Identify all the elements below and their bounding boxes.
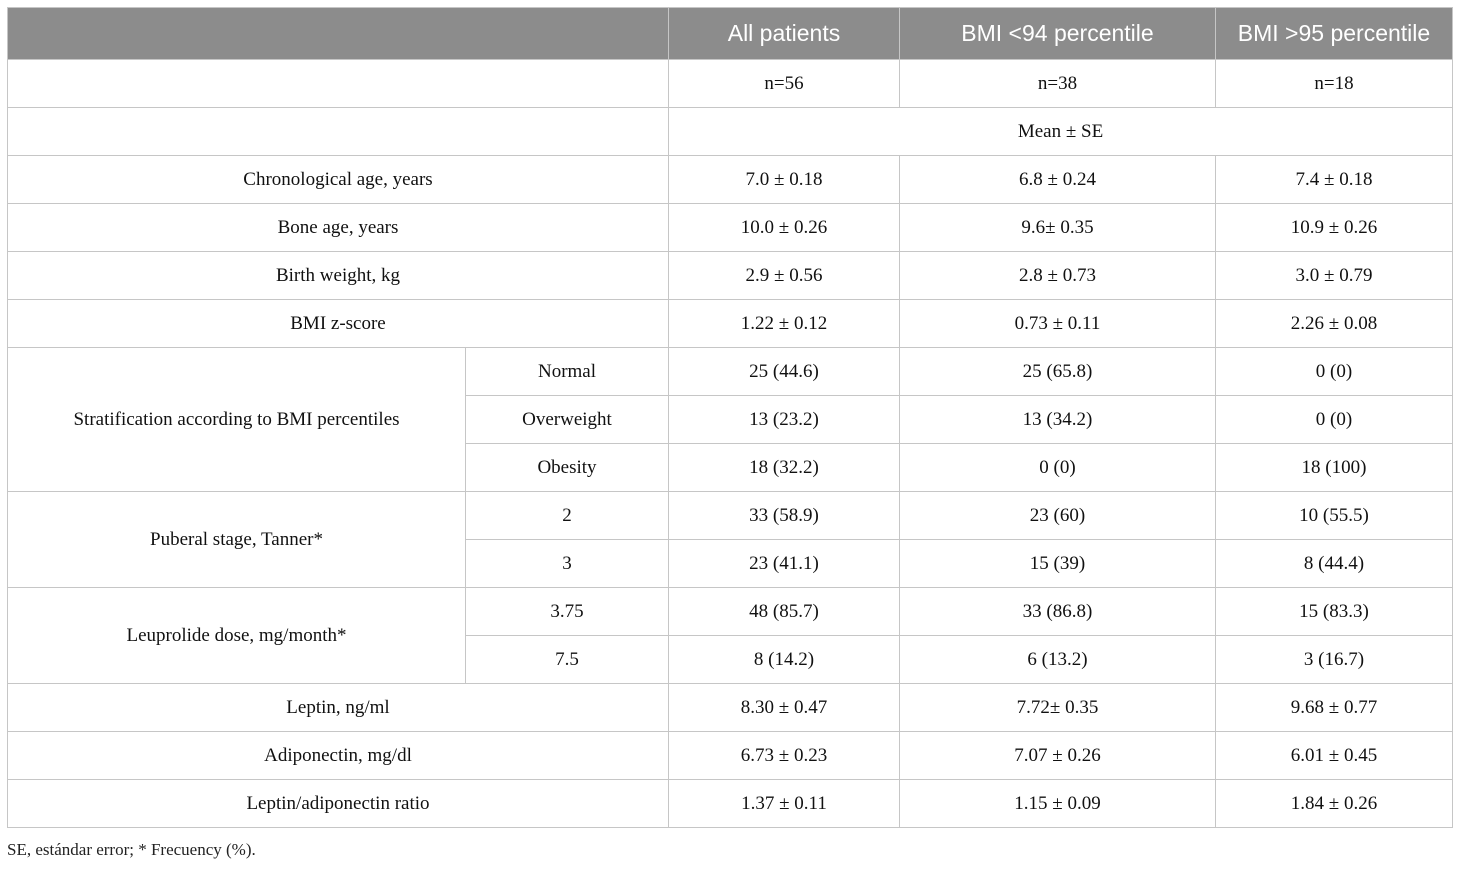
sample-size-bmi-below-94: n=38 <box>900 60 1216 108</box>
value-cell: 15 (83.3) <box>1216 588 1453 636</box>
subcategory-label: Normal <box>466 348 669 396</box>
table-row <box>8 588 1453 636</box>
row-label: Leptin/adiponectin ratio <box>8 780 669 828</box>
value-cell: 13 (34.2) <box>900 396 1216 444</box>
subcategory-label: Overweight <box>466 396 669 444</box>
subcategory-label: 3 <box>466 540 669 588</box>
value-cell: 6.8 ± 0.24 <box>900 156 1216 204</box>
value-cell: 7.0 ± 0.18 <box>669 156 900 204</box>
header-cell-all-patients: All patients <box>669 8 900 60</box>
table-row <box>8 156 1453 204</box>
value-cell: 1.15 ± 0.09 <box>900 780 1216 828</box>
value-cell: 9.68 ± 0.77 <box>1216 684 1453 732</box>
table-row <box>8 204 1453 252</box>
row-label: Leptin, ng/ml <box>8 684 669 732</box>
group-label: Leuprolide dose, mg/month* <box>8 588 466 684</box>
statistic-row <box>8 108 1453 156</box>
value-cell: 10.0 ± 0.26 <box>669 204 900 252</box>
value-cell: 0 (0) <box>900 444 1216 492</box>
value-cell: 0.73 ± 0.11 <box>900 300 1216 348</box>
table-row <box>8 348 1453 396</box>
subcategory-label: 7.5 <box>466 636 669 684</box>
header-cell-bmi-above-95: BMI >95 percentile <box>1216 8 1453 60</box>
table-row <box>8 732 1453 780</box>
table-footnote: SE, estándar error; * Frecuency (%). <box>7 840 256 859</box>
sample-size-label-cell <box>8 60 669 108</box>
value-cell: 18 (32.2) <box>669 444 900 492</box>
header-row <box>8 8 1453 60</box>
value-cell: 13 (23.2) <box>669 396 900 444</box>
value-cell: 48 (85.7) <box>669 588 900 636</box>
table-row <box>8 684 1453 732</box>
table-row <box>8 492 1453 540</box>
value-cell: 10 (55.5) <box>1216 492 1453 540</box>
row-label: Adiponectin, mg/dl <box>8 732 669 780</box>
value-cell: 0 (0) <box>1216 396 1453 444</box>
table-row <box>8 300 1453 348</box>
value-cell: 7.4 ± 0.18 <box>1216 156 1453 204</box>
value-cell: 9.6± 0.35 <box>900 204 1216 252</box>
header-cell-blank <box>8 8 669 60</box>
value-cell: 33 (58.9) <box>669 492 900 540</box>
value-cell: 2.9 ± 0.56 <box>669 252 900 300</box>
value-cell: 8.30 ± 0.47 <box>669 684 900 732</box>
value-cell: 6.01 ± 0.45 <box>1216 732 1453 780</box>
row-label: Bone age, years <box>8 204 669 252</box>
value-cell: 2.8 ± 0.73 <box>900 252 1216 300</box>
sample-size-all: n=56 <box>669 60 900 108</box>
group-label: Stratification according to BMI percentiles <box>8 348 466 492</box>
row-label: Chronological age, years <box>8 156 669 204</box>
subcategory-label: 3.75 <box>466 588 669 636</box>
value-cell: 23 (60) <box>900 492 1216 540</box>
subcategory-label: 2 <box>466 492 669 540</box>
sample-size-bmi-above-95: n=18 <box>1216 60 1453 108</box>
data-table <box>7 7 1453 828</box>
row-label: BMI z-score <box>8 300 669 348</box>
value-cell: 15 (39) <box>900 540 1216 588</box>
value-cell: 8 (44.4) <box>1216 540 1453 588</box>
value-cell: 10.9 ± 0.26 <box>1216 204 1453 252</box>
value-cell: 25 (65.8) <box>900 348 1216 396</box>
statistic-label-cell <box>8 108 669 156</box>
header-cell-bmi-below-94: BMI <94 percentile <box>900 8 1216 60</box>
value-cell: 0 (0) <box>1216 348 1453 396</box>
value-cell: 7.72± 0.35 <box>900 684 1216 732</box>
value-cell: 6.73 ± 0.23 <box>669 732 900 780</box>
value-cell: 1.22 ± 0.12 <box>669 300 900 348</box>
statistic-label: Mean ± SE <box>669 108 1453 156</box>
sample-size-row <box>8 60 1453 108</box>
value-cell: 23 (41.1) <box>669 540 900 588</box>
table-row <box>8 252 1453 300</box>
value-cell: 8 (14.2) <box>669 636 900 684</box>
table-row <box>8 780 1453 828</box>
value-cell: 6 (13.2) <box>900 636 1216 684</box>
subcategory-label: Obesity <box>466 444 669 492</box>
value-cell: 33 (86.8) <box>900 588 1216 636</box>
value-cell: 7.07 ± 0.26 <box>900 732 1216 780</box>
value-cell: 2.26 ± 0.08 <box>1216 300 1453 348</box>
value-cell: 1.37 ± 0.11 <box>669 780 900 828</box>
value-cell: 3 (16.7) <box>1216 636 1453 684</box>
group-label: Puberal stage, Tanner* <box>8 492 466 588</box>
value-cell: 1.84 ± 0.26 <box>1216 780 1453 828</box>
value-cell: 3.0 ± 0.79 <box>1216 252 1453 300</box>
value-cell: 18 (100) <box>1216 444 1453 492</box>
row-label: Birth weight, kg <box>8 252 669 300</box>
value-cell: 25 (44.6) <box>669 348 900 396</box>
